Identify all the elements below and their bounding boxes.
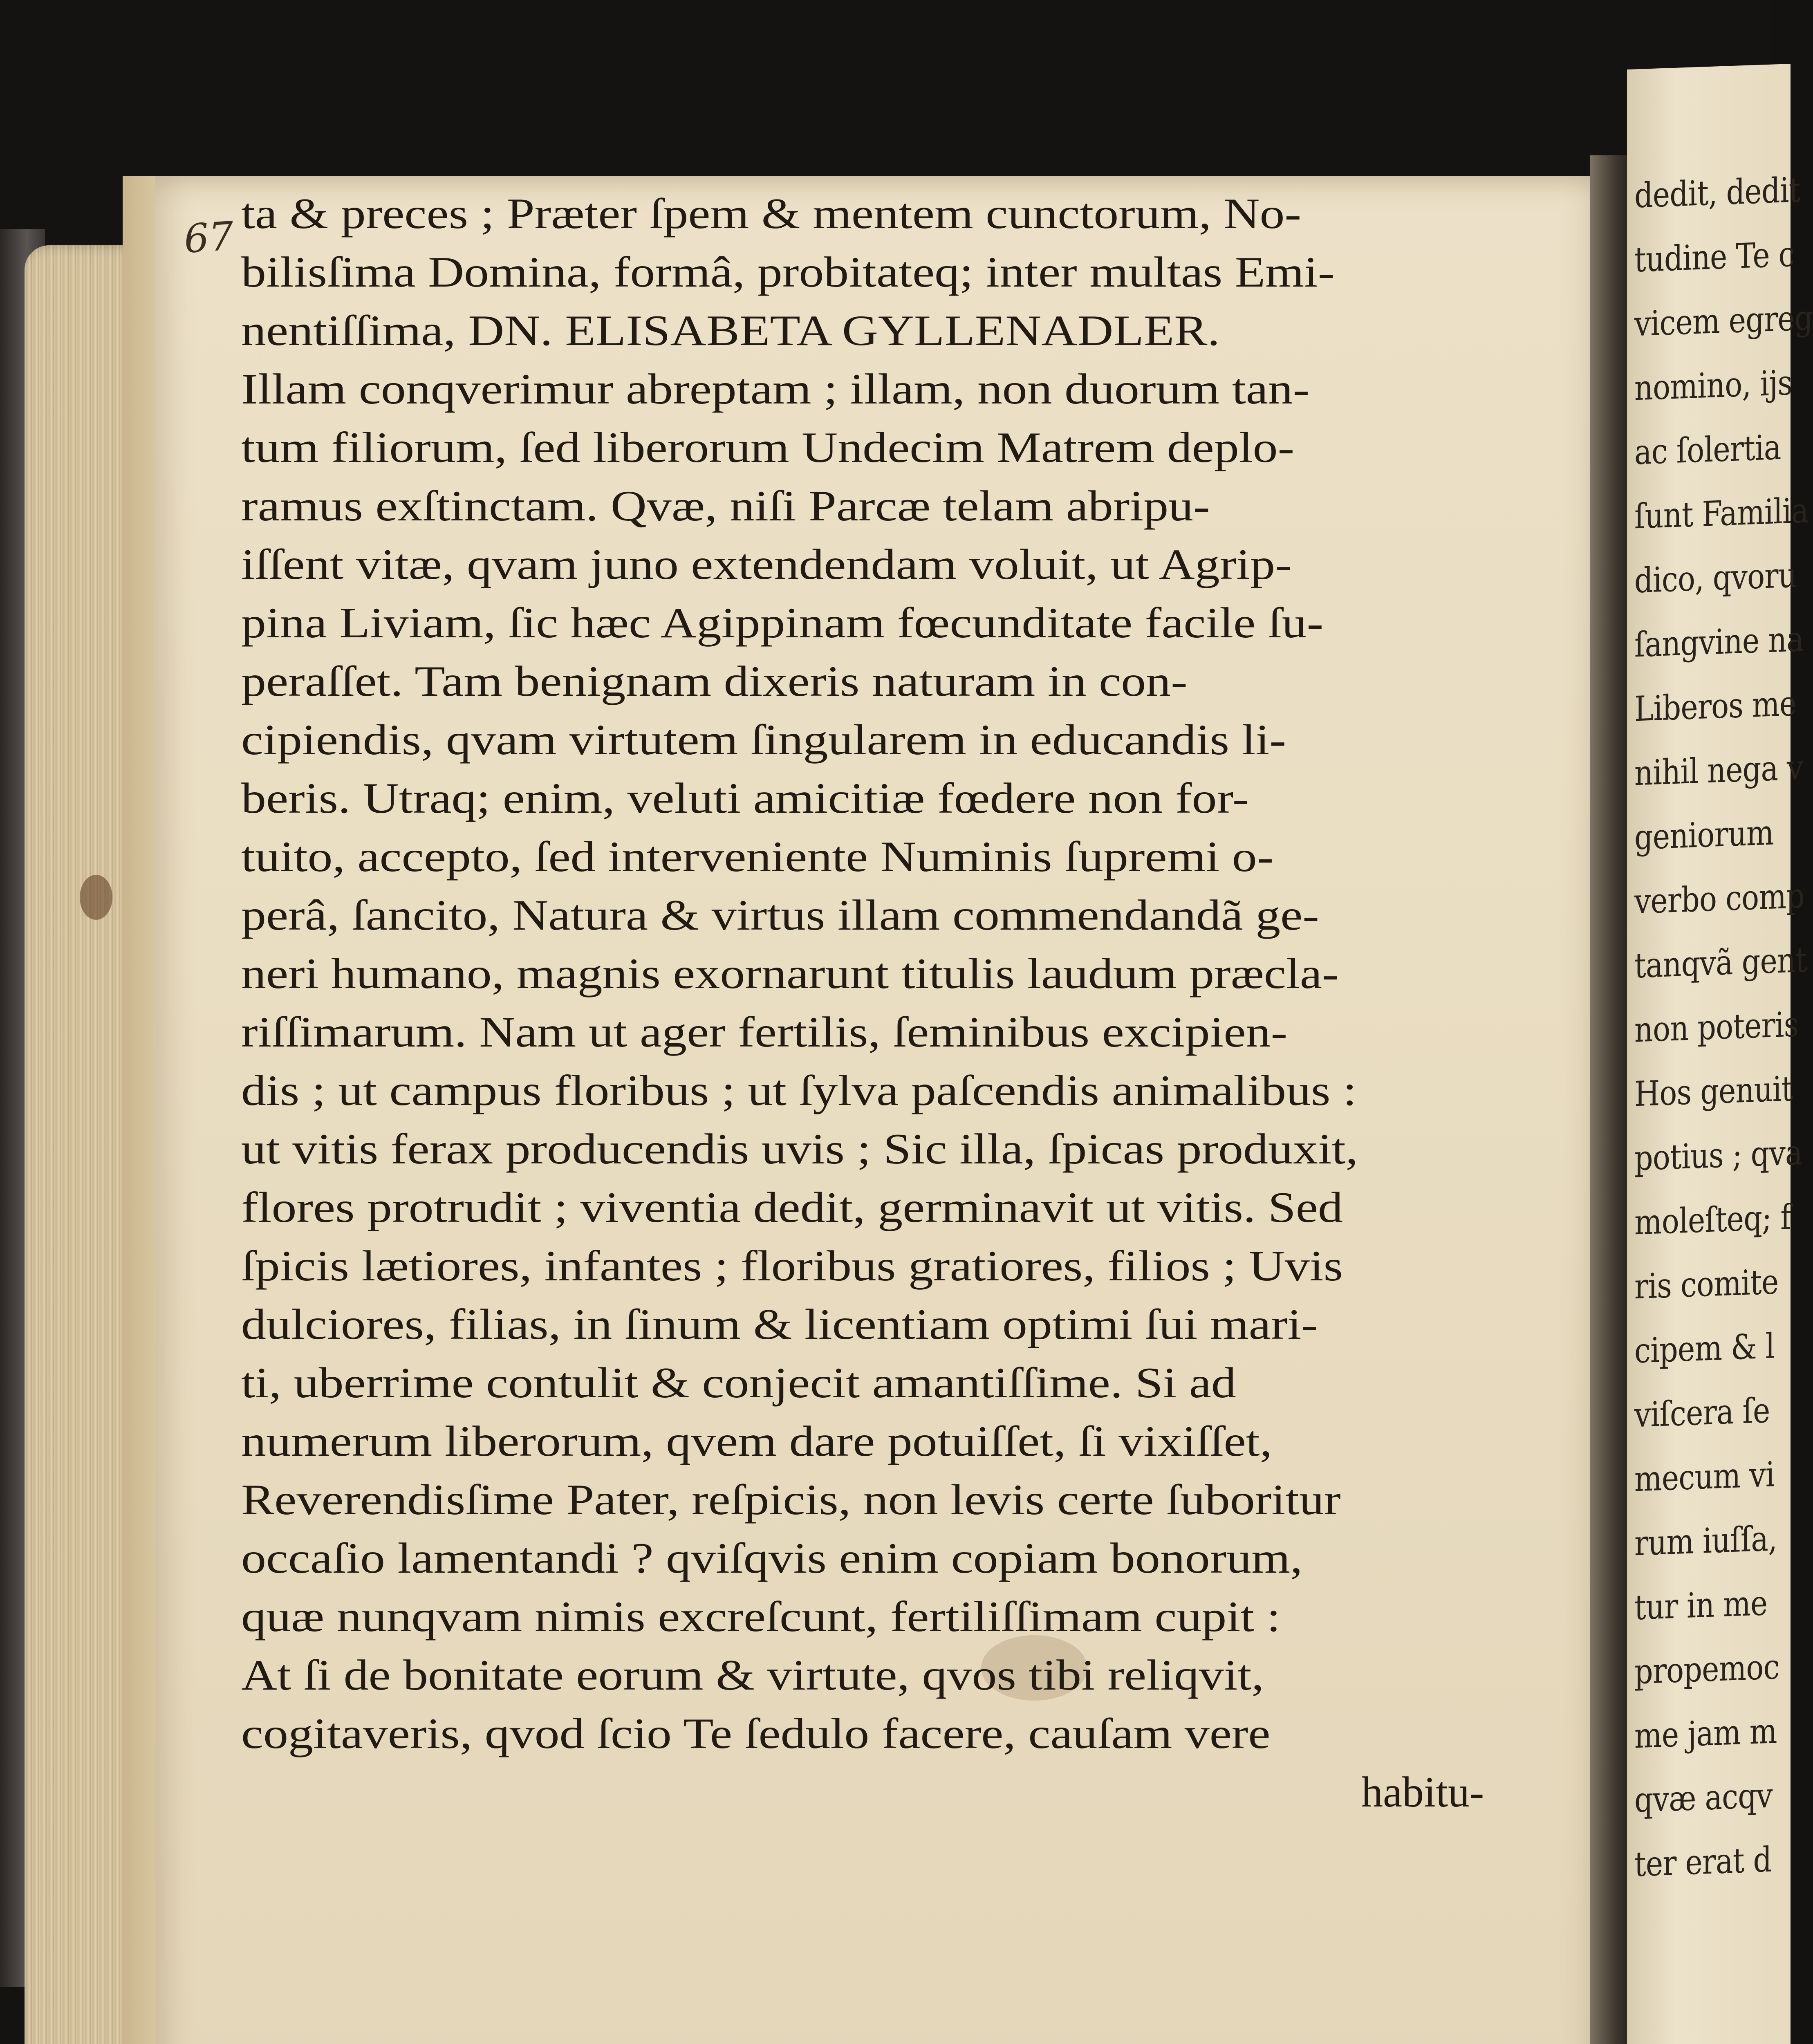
text-line: Reverendisſime Pater, reſpicis, non levis certe ſuboritur xyxy=(241,1476,1341,1524)
facing-text-line: verbo comp xyxy=(1634,875,1804,922)
text-line: perâ, ſancito, Natura & virtus illam commendandã ge- xyxy=(241,891,1319,939)
facing-text-line: ter erat d xyxy=(1634,1839,1772,1885)
text-line: ut vitis ferax producendis uvis ; Sic illa, ſpicas produxit, xyxy=(241,1125,1358,1173)
text-line: dis ; ut campus floribus ; ut ſylva paſcendis animalibus : xyxy=(241,1067,1357,1114)
facing-text-line: ſunt Familia xyxy=(1634,490,1809,537)
facing-text-line: ris comite xyxy=(1634,1262,1779,1307)
facing-text-line: geniorum xyxy=(1634,812,1774,858)
text-line: ta & preces ; Præter ſpem & mentem cunctorum, No- xyxy=(241,190,1302,238)
text-line: peraſſet. Tam benignam dixeris naturam in con- xyxy=(241,657,1188,705)
text-line: ramus exſtinctam. Qvæ, niſi Parcæ telam abripu- xyxy=(241,482,1210,530)
text-line: ti, uberrime contulit & conjecit amantiſſime. Si ad xyxy=(241,1359,1237,1407)
text-line: iſſent vitæ, qvam juno extendendam voluit, ut Agrip- xyxy=(241,540,1292,588)
ink-stain xyxy=(80,875,112,920)
text-line: tuito, accepto, ſed interveniente Numinis ſupremi o- xyxy=(241,833,1274,881)
text-line: ſpicis lætiores, infantes ; floribus gratiores, filios ; Uvis xyxy=(241,1242,1343,1290)
facing-text-line: tanqvã gent xyxy=(1634,939,1807,986)
text-line: dulciores, filias, in ſinum & licentiam optimi ſui mari- xyxy=(241,1300,1318,1348)
text-line: quæ nunqvam nimis excreſcunt, fertiliſſimam cupit : xyxy=(241,1593,1281,1641)
facing-text-line: mecum vi xyxy=(1634,1454,1775,1499)
facing-text-line: non poteris xyxy=(1634,1004,1799,1050)
text-line: cipiendis, qvam virtutem ſingularem in educandis li- xyxy=(241,716,1286,764)
text-line: flores protrudit ; viventia dedit, germinavit ut vitis. Sed xyxy=(241,1183,1343,1231)
text-line: neri humano, magnis exornarunt titulis laudum præcla- xyxy=(241,950,1339,997)
text-line: tum filiorum, ſed liberorum Undecim Matrem deplo- xyxy=(241,424,1295,471)
facing-page xyxy=(1627,64,1813,2044)
facing-text-line: nomino, ijs xyxy=(1634,362,1793,408)
facing-text-line: ac ſolertia xyxy=(1634,427,1781,473)
facing-text-line: me jam m xyxy=(1634,1711,1777,1756)
facing-text-line: Hos genuit xyxy=(1634,1068,1793,1114)
facing-text-line: Liberos me xyxy=(1634,683,1797,729)
text-line: numerum liberorum, qvem dare potuiſſet, ſi vixiſſet, xyxy=(241,1417,1273,1465)
facing-text-line: dedit, dedit xyxy=(1634,170,1800,216)
facing-text-line: potius ; qva xyxy=(1634,1132,1802,1179)
facing-text-line: nihil nega v xyxy=(1634,747,1803,793)
catchword: habitu- xyxy=(1361,1768,1484,1816)
facing-text-line: ſangvine na xyxy=(1634,619,1804,665)
facing-text-line: tur in me xyxy=(1634,1583,1768,1628)
text-line: riſſimarum. Nam ut ager fertilis, ſeminibus excipien- xyxy=(241,1008,1288,1056)
text-line: bilisſima Domina, formâ, probitateq; inter multas Emi- xyxy=(241,248,1335,296)
facing-text-line: tudine Te c xyxy=(1634,234,1795,280)
text-line: occaſio lamentandi ? qviſqvis enim copiam bonorum, xyxy=(241,1534,1303,1582)
page-number: 67 xyxy=(182,213,235,262)
facing-text-line: cipem & l xyxy=(1634,1326,1775,1371)
facing-text-line: qvæ acqv xyxy=(1634,1775,1773,1820)
facing-text-line: moleſteq; f xyxy=(1634,1197,1791,1243)
text-line: Illam conqverimur abreptam ; illam, non duorum tan- xyxy=(241,365,1310,413)
text-line: pina Liviam, ſic hæc Agippinam fœcunditate facile ſu- xyxy=(241,599,1324,647)
text-line: beris. Utraq; enim, veluti amicitiæ fœdere non for- xyxy=(241,774,1249,822)
facing-text-line: rum iuſſa, xyxy=(1634,1518,1777,1564)
text-line: cogitaveris, qvod ſcio Te ſedulo facere, cauſam vere xyxy=(241,1710,1271,1757)
facing-text-line: vicem egreg xyxy=(1634,298,1813,344)
text-line: At ſi de bonitate eorum & virtute, qvos tibi reliqvit, xyxy=(241,1651,1264,1699)
facing-text-line: dico, qvoru xyxy=(1634,555,1797,601)
facing-text-line: viſcera ſe xyxy=(1634,1390,1770,1435)
facing-text-line: propemoc xyxy=(1634,1646,1779,1692)
text-line: nentiſſima, DN. ELISABETA GYLLENADLER. xyxy=(241,307,1220,354)
